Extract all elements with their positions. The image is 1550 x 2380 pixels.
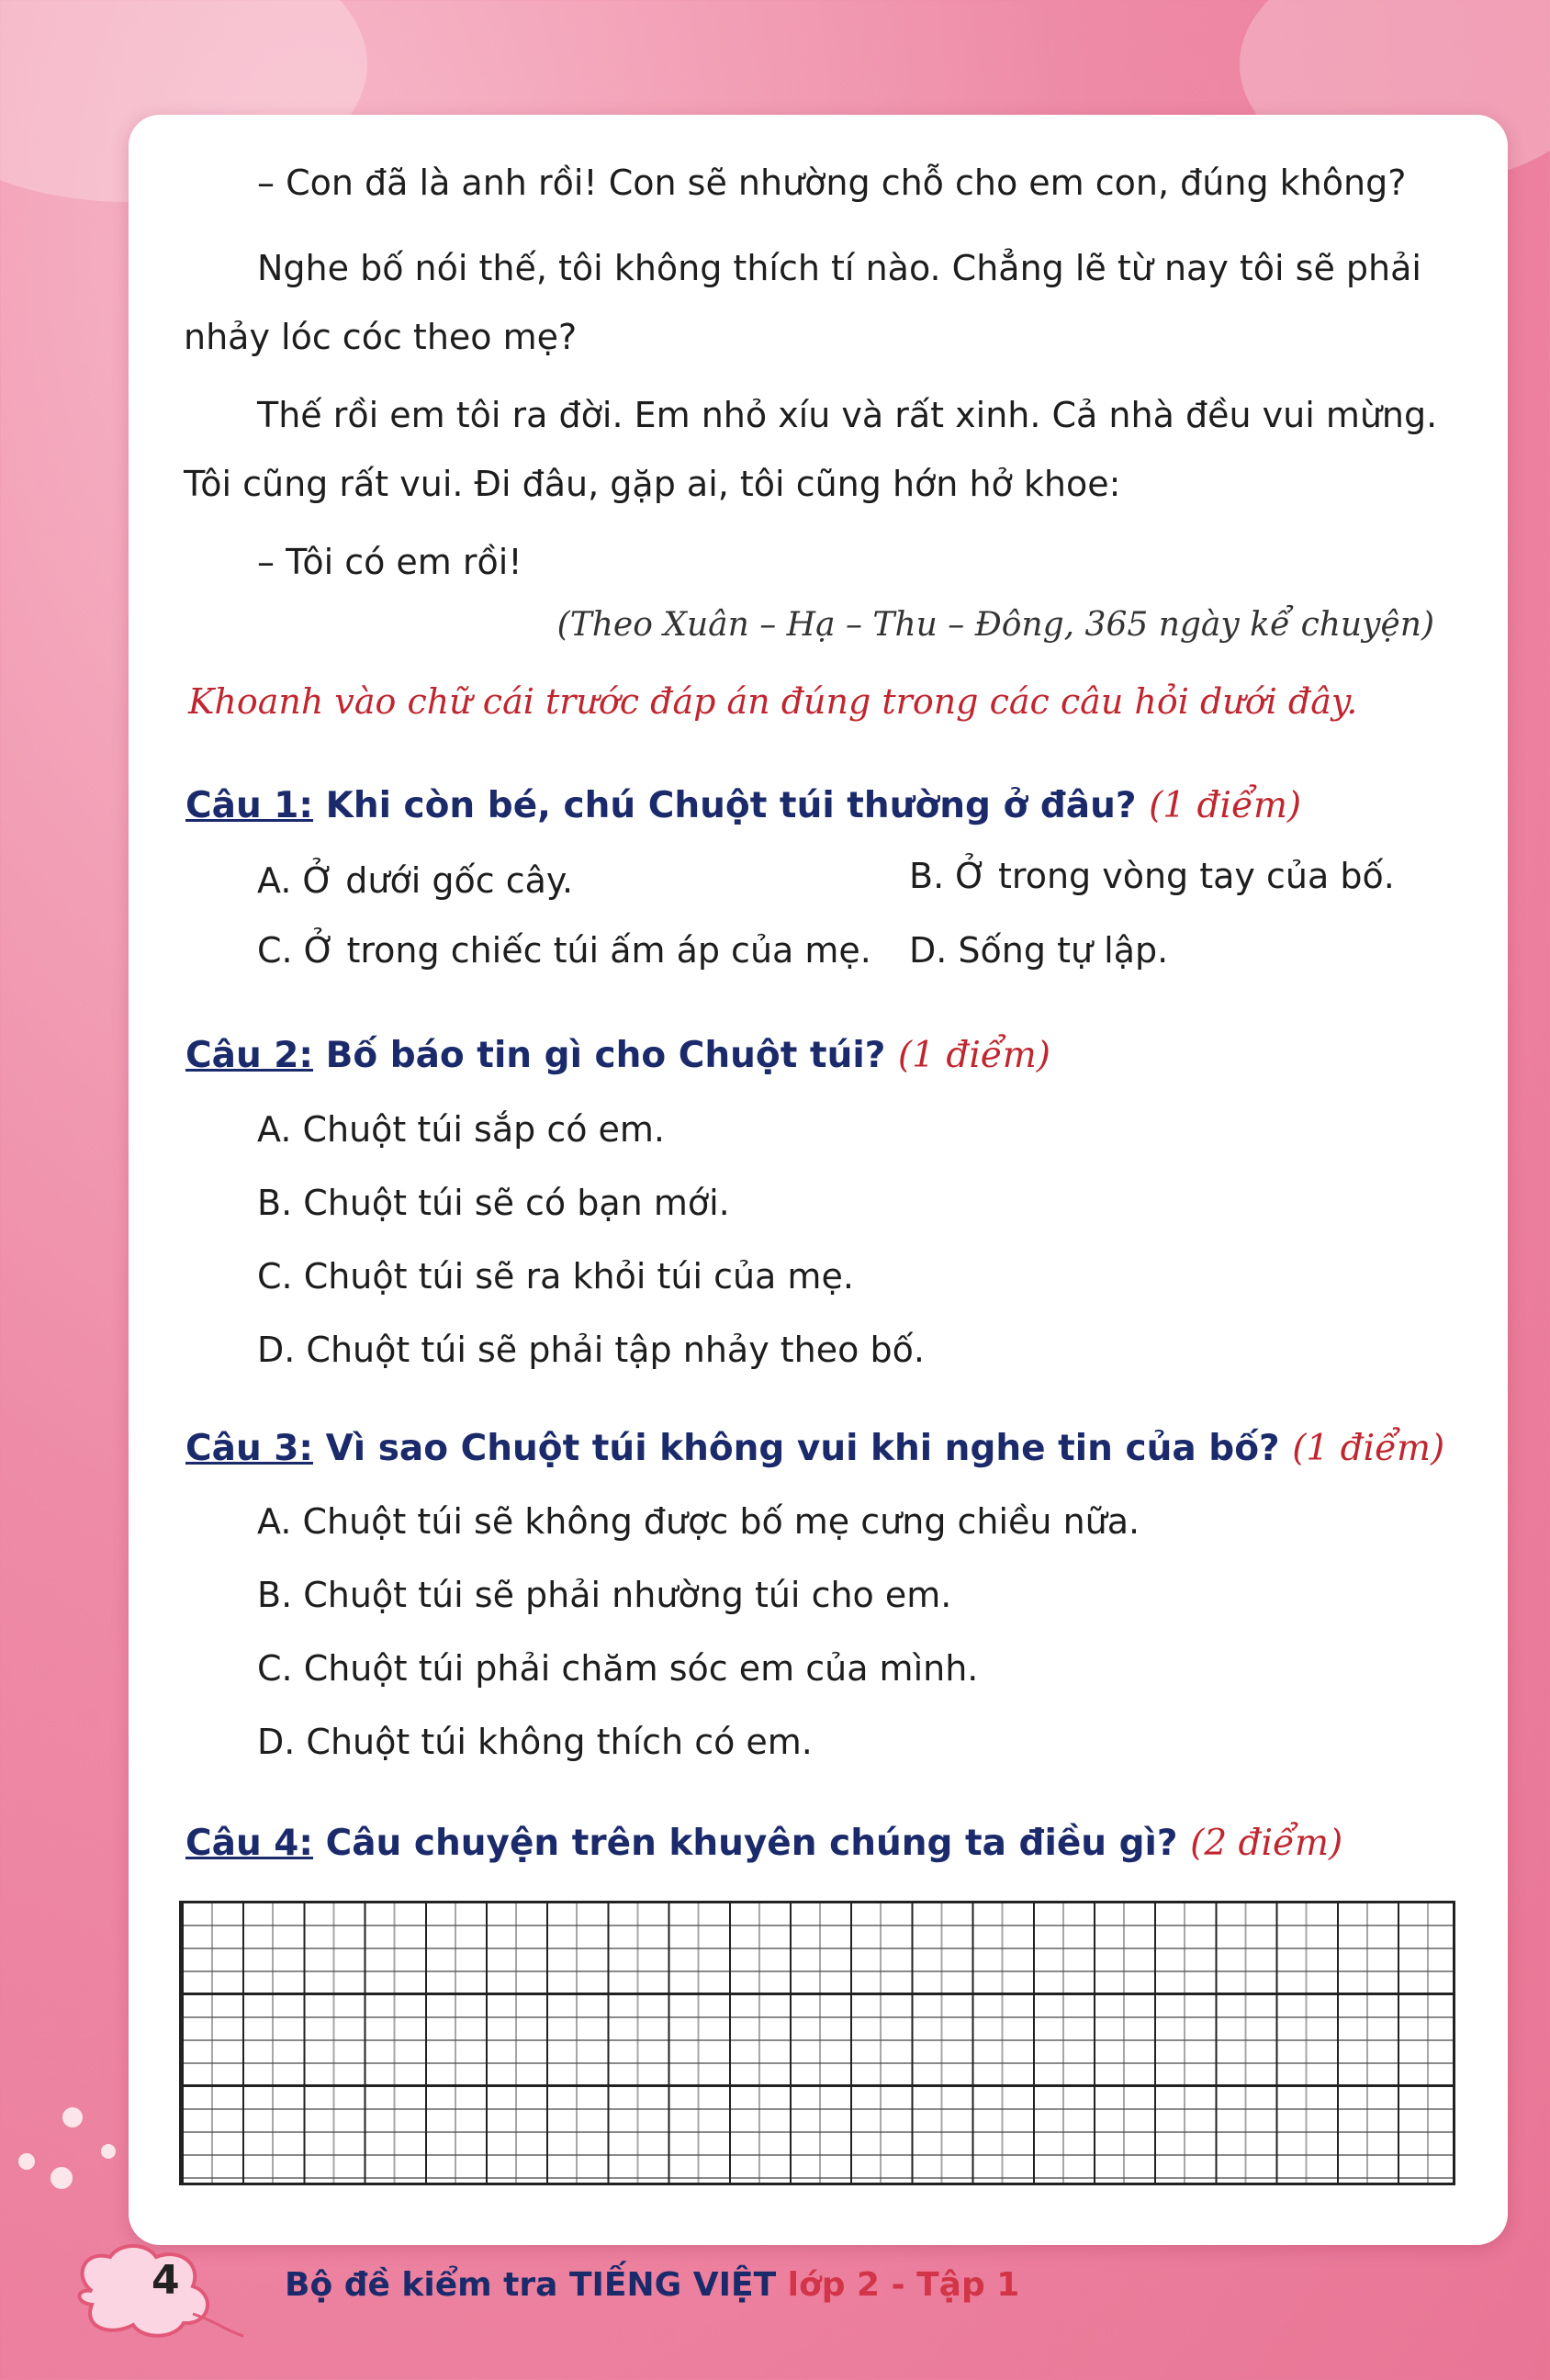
- answer-option[interactable]: D. Chuột túi sẽ phải tập nhảy theo bố.: [257, 1330, 925, 1370]
- question-points: (1 điểm): [1292, 1428, 1445, 1469]
- question-text: Câu chuyện trên khuyên chúng ta điều gì?: [313, 1823, 1191, 1864]
- answer-option[interactable]: D. Sống tự lập.: [909, 930, 1169, 971]
- question-points: (1 điểm): [897, 1035, 1050, 1076]
- question-3: [185, 1428, 1444, 1469]
- page-number: 4: [152, 2257, 180, 2304]
- question-text: Khi còn bé, chú Chuột túi thường ở đâu?: [313, 785, 1150, 826]
- question-text: Vì sao Chuột túi không vui khi nghe tin của bố?: [313, 1428, 1293, 1469]
- answer-option[interactable]: C. Ở trong chiếc túi ấm áp của mẹ.: [257, 930, 871, 971]
- question-points: (1 điểm): [1149, 785, 1302, 826]
- book-title: Bộ đề kiểm tra TIẾNG VIỆT lớp 2 - Tập 1: [285, 2266, 1020, 2304]
- answer-option[interactable]: A. Chuột túi sẽ không được bố mẹ cưng chiều nữa.: [257, 1501, 1140, 1542]
- answer-option[interactable]: B. Chuột túi sẽ có bạn mới.: [257, 1183, 730, 1223]
- story-paragraph-1: – Con đã là anh rồi! Con sẽ nhường chỗ cho em con, đúng không?: [257, 163, 1407, 203]
- story-paragraph-3: Thế rồi em tôi ra đời. Em nhỏ xíu và rất xinh. Cả nhà đều vui mừng. Tôi cũng rất vui. Đi đâu, gặp ai, tôi cũng hớn hở khoe:: [184, 395, 1438, 504]
- question-number: Câu 1:: [185, 785, 314, 826]
- instruction-text: Khoanh vào chữ cái trước đáp án đúng trong các câu hỏi dưới đây.: [188, 681, 1358, 722]
- answer-option[interactable]: A. Chuột túi sắp có em.: [257, 1109, 666, 1150]
- answer-option[interactable]: C. Chuột túi sẽ ra khỏi túi của mẹ.: [257, 1256, 854, 1297]
- answer-option[interactable]: C. Chuột túi phải chăm sóc em của mình.: [257, 1648, 979, 1689]
- question-number: Câu 2:: [185, 1035, 314, 1076]
- answer-option[interactable]: B. Chuột túi sẽ phải nhường túi cho em.: [257, 1575, 952, 1615]
- handwriting-answer-grid[interactable]: [179, 1901, 1455, 2185]
- question-2: [185, 1035, 1050, 1076]
- worksheet-card: [129, 115, 1508, 2245]
- story-paragraph-2: Nghe bố nói thế, tôi không thích tí nào. Chẳng lẽ từ nay tôi sẽ phải nhảy lóc cóc theo mẹ?: [184, 248, 1421, 357]
- grid-row[interactable]: [182, 2087, 1453, 2183]
- question-number: Câu 4:: [185, 1823, 314, 1864]
- answer-option[interactable]: D. Chuột túi không thích có em.: [257, 1722, 813, 1762]
- question-4: [185, 1823, 1342, 1864]
- question-number: Câu 3:: [185, 1428, 314, 1469]
- question-text: Bố báo tin gì cho Chuột túi?: [313, 1035, 898, 1076]
- question-1: [185, 785, 1301, 826]
- answer-option[interactable]: A. Ở dưới gốc cây.: [257, 860, 574, 901]
- grid-row[interactable]: [182, 1903, 1453, 1995]
- question-points: (2 điểm): [1190, 1823, 1343, 1864]
- page-footer: [55, 2240, 1020, 2341]
- grid-row[interactable]: [182, 1995, 1453, 2087]
- story-paragraph-4: – Tôi có em rồi!: [257, 542, 522, 582]
- answer-option[interactable]: B. Ở trong vòng tay của bố.: [909, 856, 1395, 896]
- story-citation: (Theo Xuân – Hạ – Thu – Đông, 365 ngày kể chuyện): [556, 606, 1434, 644]
